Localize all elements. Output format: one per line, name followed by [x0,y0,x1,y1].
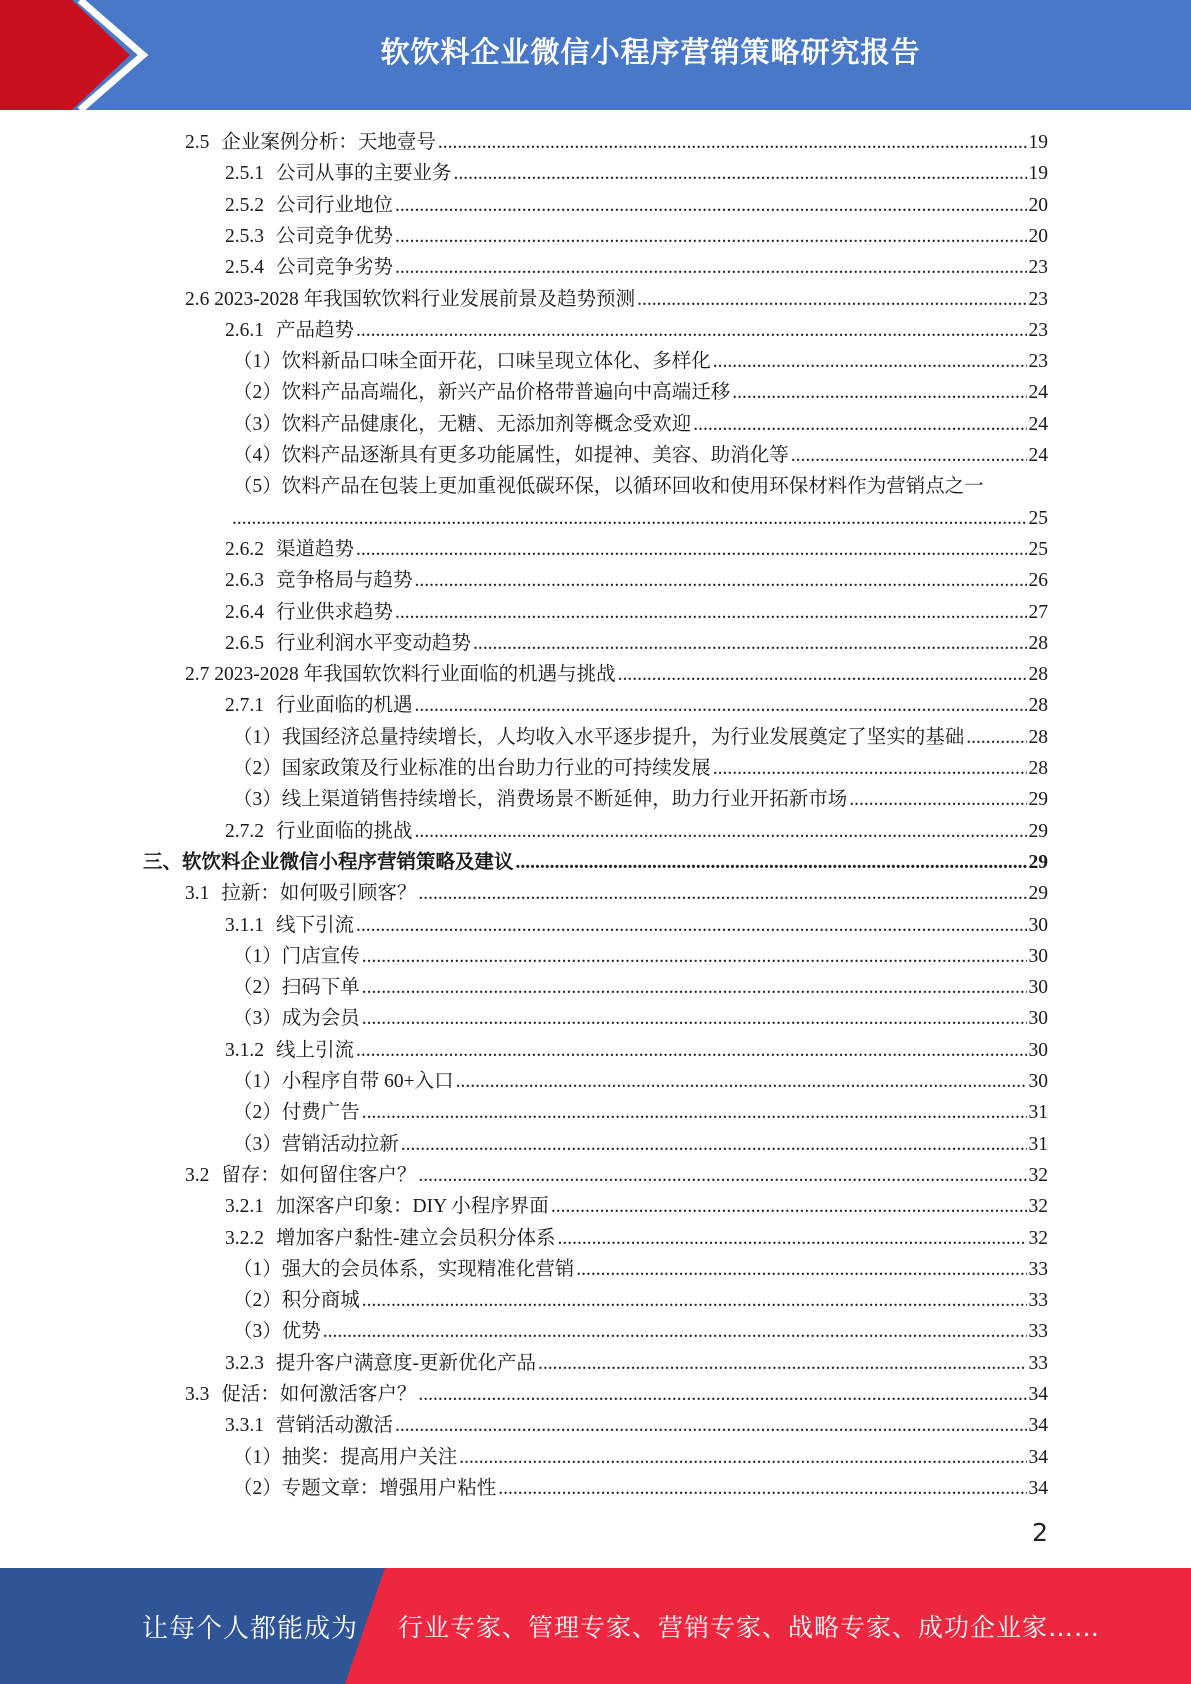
toc-page-number: 33 [1028,1290,1048,1311]
toc-page-number: 24 [1028,382,1048,403]
toc-title: （2）国家政策及行业标准的出台助力行业的可持续发展 [233,758,711,779]
toc-title: （3）营销活动拉新 [233,1134,399,1155]
toc-title: （1）抽奖：提高用户关注 [233,1447,458,1468]
toc-entry[interactable] [225,1035,1048,1066]
toc-leader-dots [732,377,1026,408]
toc-leader-dots [538,1348,1027,1379]
toc-leader-dots [713,753,1027,784]
toc-page-number: 26 [1028,570,1048,591]
toc-title: （3）饮料产品健康化，无糖、无添加剂等概念受欢迎 [233,414,692,435]
toc-entry[interactable] [225,565,1048,596]
toc-leader-dots [456,1066,1027,1097]
toc-leader-dots [415,565,1027,596]
toc-page-number: 28 [1028,695,1048,716]
toc-page-number: 33 [1028,1353,1048,1374]
toc-title: 公司竞争劣势 [276,257,394,278]
toc-leader-dots [395,252,1026,283]
toc-leader-dots [415,690,1027,721]
toc-page-number: 28 [1028,664,1048,685]
toc-leader-dots [395,597,1026,628]
toc-page-number: 34 [1028,1415,1048,1436]
toc-entry[interactable] [230,503,1048,534]
toc-leader-dots [849,784,1026,815]
toc-page-number: 32 [1028,1165,1048,1186]
toc-page-number: 24 [1028,445,1048,466]
toc-leader-dots [637,284,1026,315]
toc-page-number: 23 [1028,289,1048,310]
toc-title: （3）优势 [233,1321,321,1342]
toc-entry[interactable] [233,1285,1048,1316]
toc-leader-dots [395,190,1026,221]
toc-number: 2.7.1 [225,695,264,716]
toc-page-number: 29 [1028,883,1048,904]
toc-page-number: 34 [1028,1478,1048,1499]
toc-page-number: 33 [1028,1321,1048,1342]
toc-leader-dots [356,910,1026,941]
toc-entry[interactable] [233,784,1048,815]
toc-page-number: 23 [1028,257,1048,278]
toc-leader-dots [498,1473,1026,1504]
toc-page-number: 30 [1028,1008,1048,1029]
toc-entry[interactable] [225,597,1048,628]
toc-leader-dots [713,346,1027,377]
toc-entry[interactable] [233,1097,1048,1128]
toc-entry[interactable] [233,1254,1048,1285]
toc-leader-dots [323,1316,1027,1347]
toc-leader-dots [693,409,1026,440]
toc-leader-dots [576,1254,1026,1285]
toc-leader-dots [473,628,1026,659]
toc-leader-dots [356,315,1026,346]
toc-entry[interactable] [225,690,1048,721]
toc-entry[interactable] [233,722,1048,753]
toc-title: 行业利润水平变动趋势 [276,633,472,654]
toc-title: 2.6 2023-2028 年我国软饮料行业发展前景及趋势预测 [185,289,636,310]
toc-leader-dots [618,659,1027,690]
toc-number: 2.5.3 [225,226,264,247]
toc-leader-dots [395,221,1026,252]
toc-page-number: 32 [1028,1196,1048,1217]
toc-title: 增加客户黏性-建立会员积分体系 [276,1228,556,1249]
footer-slogan-left: 让每个人都能成为 [142,1613,359,1644]
toc-entry[interactable] [225,534,1048,565]
toc-page-number: 19 [1028,132,1048,153]
toc-title: 行业供求趋势 [276,602,394,623]
toc-leader-dots [454,158,1027,189]
toc-title: 2.7 2023-2028 年我国软饮料行业面临的机遇与挑战 [185,664,616,685]
toc-leader-dots [362,1003,1027,1034]
toc-page-number: 31 [1028,1102,1048,1123]
toc-leader-dots [551,1191,1027,1222]
toc-leader-dots [356,1035,1026,1066]
toc-leader-dots [362,1285,1027,1316]
toc-number: 3.3.1 [225,1415,264,1436]
toc-leader-dots [966,722,1026,753]
toc-title: 三、软饮料企业微信小程序营销策略及建议 [143,852,514,873]
toc-number: 2.6.1 [225,320,264,341]
toc-title: 公司从事的主要业务 [276,163,452,184]
toc-number: 3.3 [185,1384,210,1405]
toc-entry[interactable] [185,1379,1048,1410]
toc-title: （5）饮料产品在包装上更加重视低碳环保，以循环回收和使用环保材料作为营销点之一 [233,476,984,497]
toc-leader-dots [558,1223,1027,1254]
toc-entry[interactable] [233,972,1048,1003]
toc-entry[interactable] [225,190,1048,221]
toc-title: （2）专题文章：增强用户粘性 [233,1478,497,1499]
toc-entry[interactable] [233,1473,1048,1504]
toc-number: 2.6.3 [225,570,264,591]
toc-page-number: 19 [1028,163,1048,184]
toc-number: 2.5.1 [225,163,264,184]
toc-entry[interactable] [233,1442,1048,1473]
toc-entry[interactable] [233,753,1048,784]
toc-title: （2）饮料产品高端化，新兴产品价格带普遍向中高端迁移 [233,382,731,403]
toc-page-number: 30 [1028,1040,1048,1061]
toc-title: 行业面临的挑战 [276,821,413,842]
toc-entry[interactable] [225,1410,1048,1441]
toc-page-number: 32 [1028,1228,1048,1249]
toc-entry[interactable] [233,471,1048,502]
toc-title: 提升客户满意度-更新优化产品 [276,1353,536,1374]
toc-entry[interactable] [225,315,1048,346]
toc-title: 渠道趋势 [276,539,355,560]
toc-entry[interactable] [225,1348,1048,1379]
toc-leader-dots [232,503,1027,534]
toc-entry[interactable] [233,1003,1048,1034]
toc-page-number: 20 [1028,226,1048,247]
toc-entry[interactable] [225,816,1048,847]
toc-title: 企业案例分析：天地壹号 [221,132,436,153]
toc-title: 加深客户印象：DIY 小程序界面 [276,1196,549,1217]
toc-title: （2）积分商城 [233,1290,360,1311]
toc-entry[interactable] [233,941,1048,972]
toc-entry[interactable] [185,659,1048,690]
page-number: 2 [1032,1518,1048,1547]
toc-entry[interactable] [225,221,1048,252]
toc-entry[interactable] [225,1191,1048,1222]
toc-title: 线上引流 [276,1040,355,1061]
toc-number: 2.5.4 [225,257,264,278]
toc-number: 3.2.2 [225,1228,264,1249]
toc-page-number: 30 [1028,915,1048,936]
toc-number: 2.6.5 [225,633,264,654]
footer-bar [0,1568,1191,1684]
toc-leader-dots [362,941,1027,972]
toc-number: 2.6.2 [225,539,264,560]
toc-page-number: 29 [1028,789,1048,810]
toc-entry[interactable] [143,847,1048,878]
toc-entry[interactable] [233,440,1048,471]
toc-number: 3.2.1 [225,1196,264,1217]
toc-title: 留存：如何留住客户？ [221,1165,417,1186]
toc-number: 2.5 [185,132,210,153]
toc-page-number: 23 [1028,320,1048,341]
toc-title: （4）饮料产品逐渐具有更多功能属性，如提神、美容、助消化等 [233,445,789,466]
toc-page-number: 34 [1028,1384,1048,1405]
toc-page-number: 28 [1028,758,1048,779]
toc-title: 产品趋势 [276,320,355,341]
toc-entry[interactable] [225,628,1048,659]
toc-number: 2.7.2 [225,821,264,842]
toc-leader-dots [362,1097,1027,1128]
toc-page-number: 28 [1028,727,1048,748]
toc-page-number: 25 [1028,508,1048,529]
footer-slogan-right: 行业专家、管理专家、营销专家、战略专家、成功企业家…… [398,1613,1101,1642]
toc-number: 3.1.1 [225,915,264,936]
toc-leader-dots [362,972,1027,1003]
report-title: 软饮料企业微信小程序营销策略研究报告 [380,34,921,69]
toc-leader-dots [459,1442,1026,1473]
toc-title: 公司行业地位 [276,195,394,216]
toc-page-number: 33 [1028,1259,1048,1280]
toc-title: （2）扫码下单 [233,977,360,998]
toc-page-number: 30 [1028,977,1048,998]
toc-page-number: 28 [1028,633,1048,654]
toc-entry[interactable] [185,284,1048,315]
toc-entry[interactable] [225,910,1048,941]
toc-entry[interactable] [225,158,1048,189]
toc-number: 3.2 [185,1165,210,1186]
toc-number: 2.6.4 [225,602,264,623]
header-bar [0,0,1191,110]
toc-title: （3）线上渠道销售持续增长，消费场景不断延伸，助力行业开拓新市场 [233,789,848,810]
toc-title: （3）成为会员 [233,1008,360,1029]
toc-title: 拉新：如何吸引顾客？ [221,883,417,904]
toc-title: 行业面临的机遇 [276,695,413,716]
toc-entry[interactable] [225,252,1048,283]
toc-title: （1）饮料新品口味全面开花，口味呈现立体化、多样化 [233,351,711,372]
toc-page-number: 30 [1028,946,1048,967]
toc-page-number: 27 [1028,602,1048,623]
toc-title: 公司竞争优势 [276,226,394,247]
toc-leader-dots [356,534,1026,565]
toc-entry[interactable] [185,878,1048,909]
toc-page-number: 31 [1028,1134,1048,1155]
toc-page-number: 30 [1028,1071,1048,1092]
toc-title: 线下引流 [276,915,355,936]
toc-leader-dots [418,1160,1026,1191]
toc-page-number: 29 [1028,852,1048,873]
toc-page-number: 20 [1028,195,1048,216]
toc-entry[interactable] [233,1066,1048,1097]
toc-page-number: 29 [1028,821,1048,842]
toc-title: 营销活动激活 [276,1415,394,1436]
toc-entry[interactable] [185,127,1048,158]
toc-leader-dots [415,816,1027,847]
toc-title: （1）我国经济总量持续增长，人均收入水平逐步提升，为行业发展奠定了坚实的基础 [233,727,965,748]
toc-leader-dots [418,1379,1026,1410]
toc-title: （1）强大的会员体系，实现精准化营销 [233,1259,575,1280]
toc-title: 竞争格局与趋势 [276,570,413,591]
toc-entry[interactable] [233,346,1048,377]
toc-leader-dots [395,1410,1026,1441]
toc-number: 3.2.3 [225,1353,264,1374]
toc-page-number: 24 [1028,414,1048,435]
toc-title: （1）小程序自带 60+入口 [233,1071,454,1092]
toc-leader-dots [401,1129,1027,1160]
toc-entry[interactable] [233,377,1048,408]
chevron-arrow-icon [0,0,160,110]
toc-page-number: 34 [1028,1447,1048,1468]
toc-leader-dots [516,847,1027,878]
toc-leader-dots [791,440,1027,471]
toc-entry[interactable] [185,1160,1048,1191]
toc-entry[interactable] [225,1223,1048,1254]
toc-entry[interactable] [233,409,1048,440]
toc-number: 2.5.2 [225,195,264,216]
toc-title: 促活：如何激活客户？ [221,1384,417,1405]
toc-title: （1）门店宣传 [233,946,360,967]
toc-title: （2）付费广告 [233,1102,360,1123]
toc-entry[interactable] [233,1316,1048,1347]
toc-leader-dots [418,878,1026,909]
toc-page-number: 25 [1028,539,1048,560]
toc-number: 3.1.2 [225,1040,264,1061]
toc-page-number: 23 [1028,351,1048,372]
toc-entry[interactable] [233,1129,1048,1160]
toc-leader-dots [438,127,1027,158]
toc-number: 3.1 [185,883,210,904]
